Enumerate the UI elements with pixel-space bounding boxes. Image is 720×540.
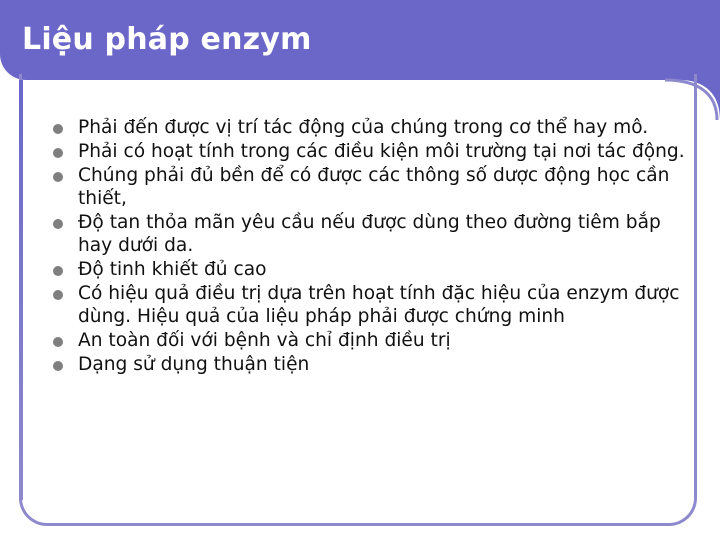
- bullet-icon: [53, 337, 63, 347]
- bullet-item: [50, 211, 695, 257]
- bullet-list: [50, 116, 695, 376]
- bullet-item-text: Có hiệu quả điều trị dựa trên hoạt tính đặc hiệu của enzym được dùng. Hiệu quả của liệu pháp phải được chứng minh: [78, 283, 680, 327]
- bullet-item-text: Độ tinh khiết đủ cao: [78, 259, 267, 280]
- bullet-item-text: Chúng phải đủ bền để có được các thông số dược động học cần thiết,: [78, 165, 670, 209]
- bullet-item-text: An toàn đối với bệnh và chỉ định điều trị: [78, 330, 451, 351]
- bullet-item: [50, 353, 695, 376]
- content-area: [50, 116, 695, 377]
- bullet-icon: [53, 290, 63, 300]
- bullet-item-text: Độ tan thỏa mãn yêu cầu nếu được dùng theo đường tiêm bắp hay dưới da.: [78, 212, 661, 256]
- bullet-item: [50, 282, 695, 328]
- bullet-item: [50, 258, 695, 281]
- bullet-item: [50, 164, 695, 210]
- bullet-item-text: Dạng sử dụng thuận tiện: [78, 354, 310, 375]
- bullet-item: [50, 329, 695, 352]
- bullet-item-text: Phải đến được vị trí tác động của chúng trong cơ thể hay mô.: [78, 117, 649, 138]
- bullet-icon: [53, 266, 63, 276]
- bullet-icon: [53, 361, 63, 371]
- frame-left-edge: [19, 80, 23, 500]
- bullet-icon: [53, 148, 63, 158]
- slide-title: Liệu pháp enzym: [22, 22, 312, 57]
- bullet-icon: [53, 124, 63, 134]
- bullet-item: [50, 140, 695, 163]
- bullet-icon: [53, 219, 63, 229]
- bullet-item: [50, 116, 695, 139]
- bullet-icon: [53, 172, 63, 182]
- bullet-item-text: Phải có hoạt tính trong các điều kiện môi trường tại nơi tác động.: [78, 141, 685, 162]
